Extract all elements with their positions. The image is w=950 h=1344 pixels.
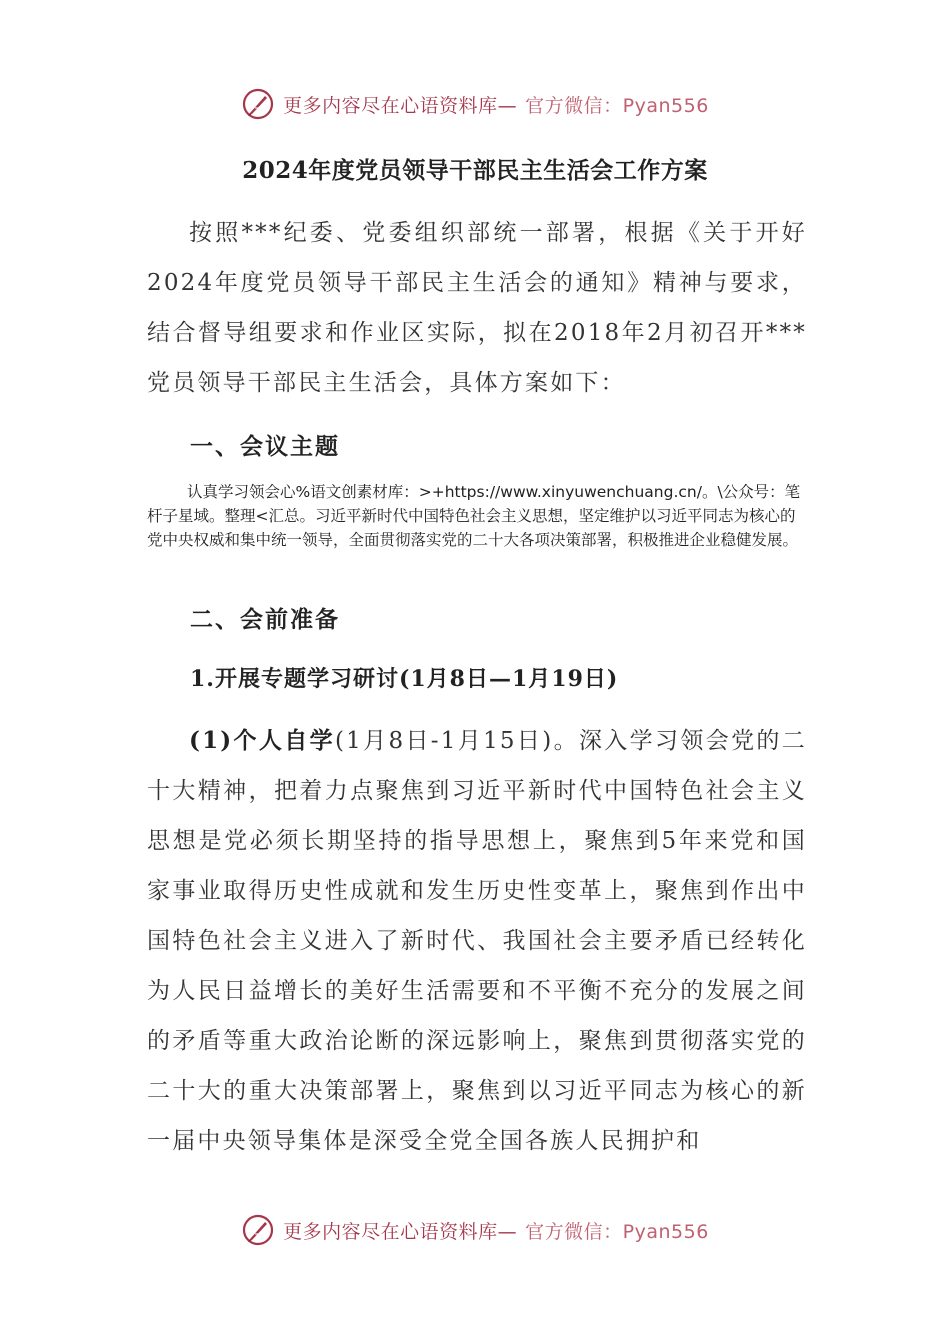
item1-body: (1月8日-1月15日)。深入学习领会党的二十大精神，把着力点聚焦到习近平新时代中国特色社会主义思想是党必须长期坚持的指导思想上，聚焦到5年来党和国家事业取得历史性成就和发生历史性变革上，聚焦到作出中国特色社会主义进入了新时代、我国社会主要矛盾已经转化为人民日益增长的美好生活需要和不平衡不充分的发展之间的矛盾等重大政治论断的深远影响上，聚焦到贯彻落实党的二十大的重大决策部署上，聚焦到以习近平同志为核心的新一届中央领导集体是深受全党全国各族人民拥护和: [147, 728, 807, 1154]
item1-paragraph: [147, 716, 807, 1166]
section1-heading: 一、会议主题: [190, 433, 340, 460]
banner-wechat: 官方微信：Pyan556: [525, 1220, 709, 1243]
intro-paragraph: [147, 208, 807, 408]
section2-heading: 二、会前准备: [190, 606, 340, 633]
banner-text: 更多内容尽在心语资料库—: [283, 94, 518, 117]
intro-text: 按照***纪委、党委组织部统一部署，根据《关于开好2024年度党员领导干部民主生活会的通知》精神与要求，结合督导组要求和作业区实际，拟在2018年2月初召开***党员领导干部民主生活会，具体方案如下：: [147, 220, 807, 396]
footer-banner: [0, 1208, 950, 1252]
quill-logo-icon: [241, 1213, 275, 1247]
header-banner: [0, 82, 950, 126]
quill-logo-icon: [241, 87, 275, 121]
document-title: 2024年度党员领导干部民主生活会工作方案: [242, 157, 708, 184]
subsection1-heading: 1.开展专题学习研讨(1月8日—1月19日): [190, 666, 619, 692]
item1-lead: (1)个人自学: [189, 727, 335, 754]
section1-body: 认真学习领会心%语文创素材库：>+https://www.xinyuwenchuang.cn/。\公众号：笔杆子星域。整理<汇总。习近平新时代中国特色社会主义思想，坚定维护以习近平同志为核心的党中央权威和集中统一领导，全面贯彻落实党的二十大各项决策部署，积极推进企业稳健发展。: [147, 483, 801, 549]
banner-text: 更多内容尽在心语资料库—: [283, 1220, 518, 1243]
banner-wechat: 官方微信：Pyan556: [525, 94, 709, 117]
